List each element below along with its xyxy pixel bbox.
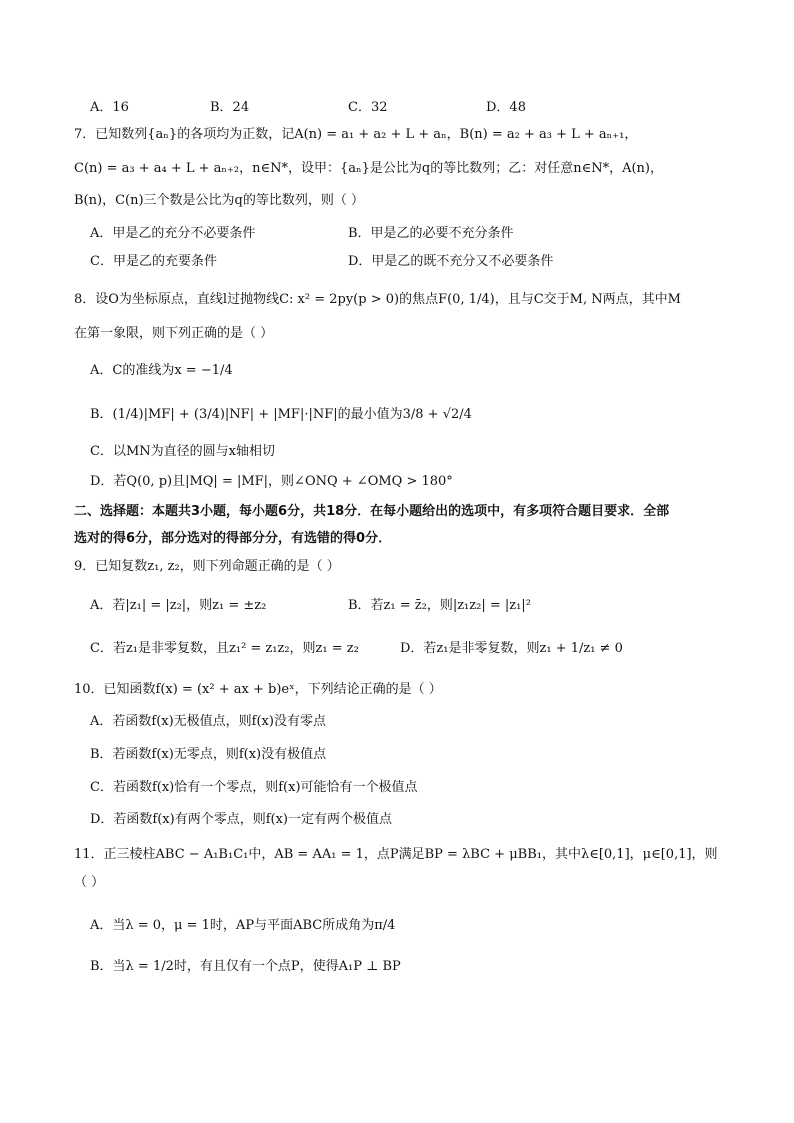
q7-stem-line1: 7．已知数列{aₙ}的各项均为正数，记A(n) = a₁ + a₂ + L + aₙ，B(n) = a₂ + a₃ + L + aₙ₊₁， <box>74 127 638 142</box>
q10-option-c: C．若函数f(x)恰有一个零点，则f(x)可能恰有一个极值点 <box>90 780 418 795</box>
q9-option-b: B．若z₁ = z̄₂，则|z₁z₂| = |z₁|² <box>348 598 531 613</box>
q7-stem-line2: C(n) = a₃ + a₄ + L + aₙ₊₂，n∈N*，设甲：{aₙ}是公比为q的等比数列；乙：对任意n∈N*，A(n)， <box>74 161 663 176</box>
q9-stem: 9．已知复数z₁, z₂，则下列命题正确的是（ ） <box>74 559 340 574</box>
q11-option-b: B．当λ = 1/2时，有且仅有一个点P，使得A₁P ⊥ BP <box>90 959 401 974</box>
q7-option-c: C．甲是乙的充要条件 <box>90 254 217 269</box>
q11-stem-line1: 11．正三棱柱ABC − A₁B₁C₁中，AB = AA₁ = 1，点P满足BP = λBC + μBB₁，其中λ∈[0,1]，μ∈[0,1]，则 <box>74 847 718 862</box>
section2-heading-line1: 二、选择题：本题共3小题，每小题6分，共18分．在每小题给出的选项中，有多项符合题目要求．全部 <box>74 504 670 519</box>
section2-heading-line2: 选对的得6分，部分选对的得部分分，有选错的得0分． <box>74 531 392 546</box>
q6-option-d: D．48 <box>486 100 526 115</box>
q7-option-d: D．甲是乙的既不充分又不必要条件 <box>348 254 554 269</box>
q8-option-c: C．以MN为直径的圆与x轴相切 <box>90 444 275 459</box>
q8-stem-line1: 8．设O为坐标原点，直线l过抛物线C: x² = 2py(p > 0)的焦点F(0, 1/4)，且与C交于M, N两点，其中M <box>74 292 681 307</box>
q7-option-a: A．甲是乙的充分不必要条件 <box>90 226 256 241</box>
q9-option-d: D．若z₁是非零复数，则z₁ + 1/z₁ ≠ 0 <box>400 641 623 656</box>
q6-option-b: B．24 <box>210 100 250 115</box>
q10-option-d: D．若函数f(x)有两个零点，则f(x)一定有两个极值点 <box>90 812 392 827</box>
q10-option-b: B．若函数f(x)无零点，则f(x)没有极值点 <box>90 747 327 762</box>
q9-option-a: A．若|z₁| = |z₂|，则z₁ = ±z₂ <box>90 598 267 613</box>
q10-stem: 10．已知函数f(x) = (x² + ax + b)eˣ，下列结论正确的是（ ） <box>74 682 442 697</box>
q6-option-c: C．32 <box>348 100 388 115</box>
q7-option-b: B．甲是乙的必要不充分条件 <box>348 226 514 241</box>
q8-option-b: B．(1/4)|MF| + (3/4)|NF| + |MF|·|NF|的最小值为3/8 + √2/4 <box>90 407 472 422</box>
q11-option-a: A．当λ = 0，μ = 1时，AP与平面ABC所成角为π/4 <box>90 918 396 933</box>
q7-stem-line3: B(n)，C(n)三个数是公比为q的等比数列，则（ ） <box>74 193 364 208</box>
q6-option-a: A．16 <box>90 100 129 115</box>
q8-option-d: D．若Q(0, p)且|MQ| = |MF|，则∠ONQ + ∠OMQ > 180° <box>90 474 453 489</box>
q11-stem-line2: （ ） <box>74 875 105 890</box>
q10-option-a: A．若函数f(x)无极值点，则f(x)没有零点 <box>90 714 326 729</box>
q8-option-a: A．C的准线为x = −1/4 <box>90 363 233 378</box>
q8-stem-line2: 在第一象限，则下列正确的是（ ） <box>74 326 274 341</box>
q9-option-c: C．若z₁是非零复数，且z₁² = z₁z₂，则z₁ = z₂ <box>90 641 359 656</box>
